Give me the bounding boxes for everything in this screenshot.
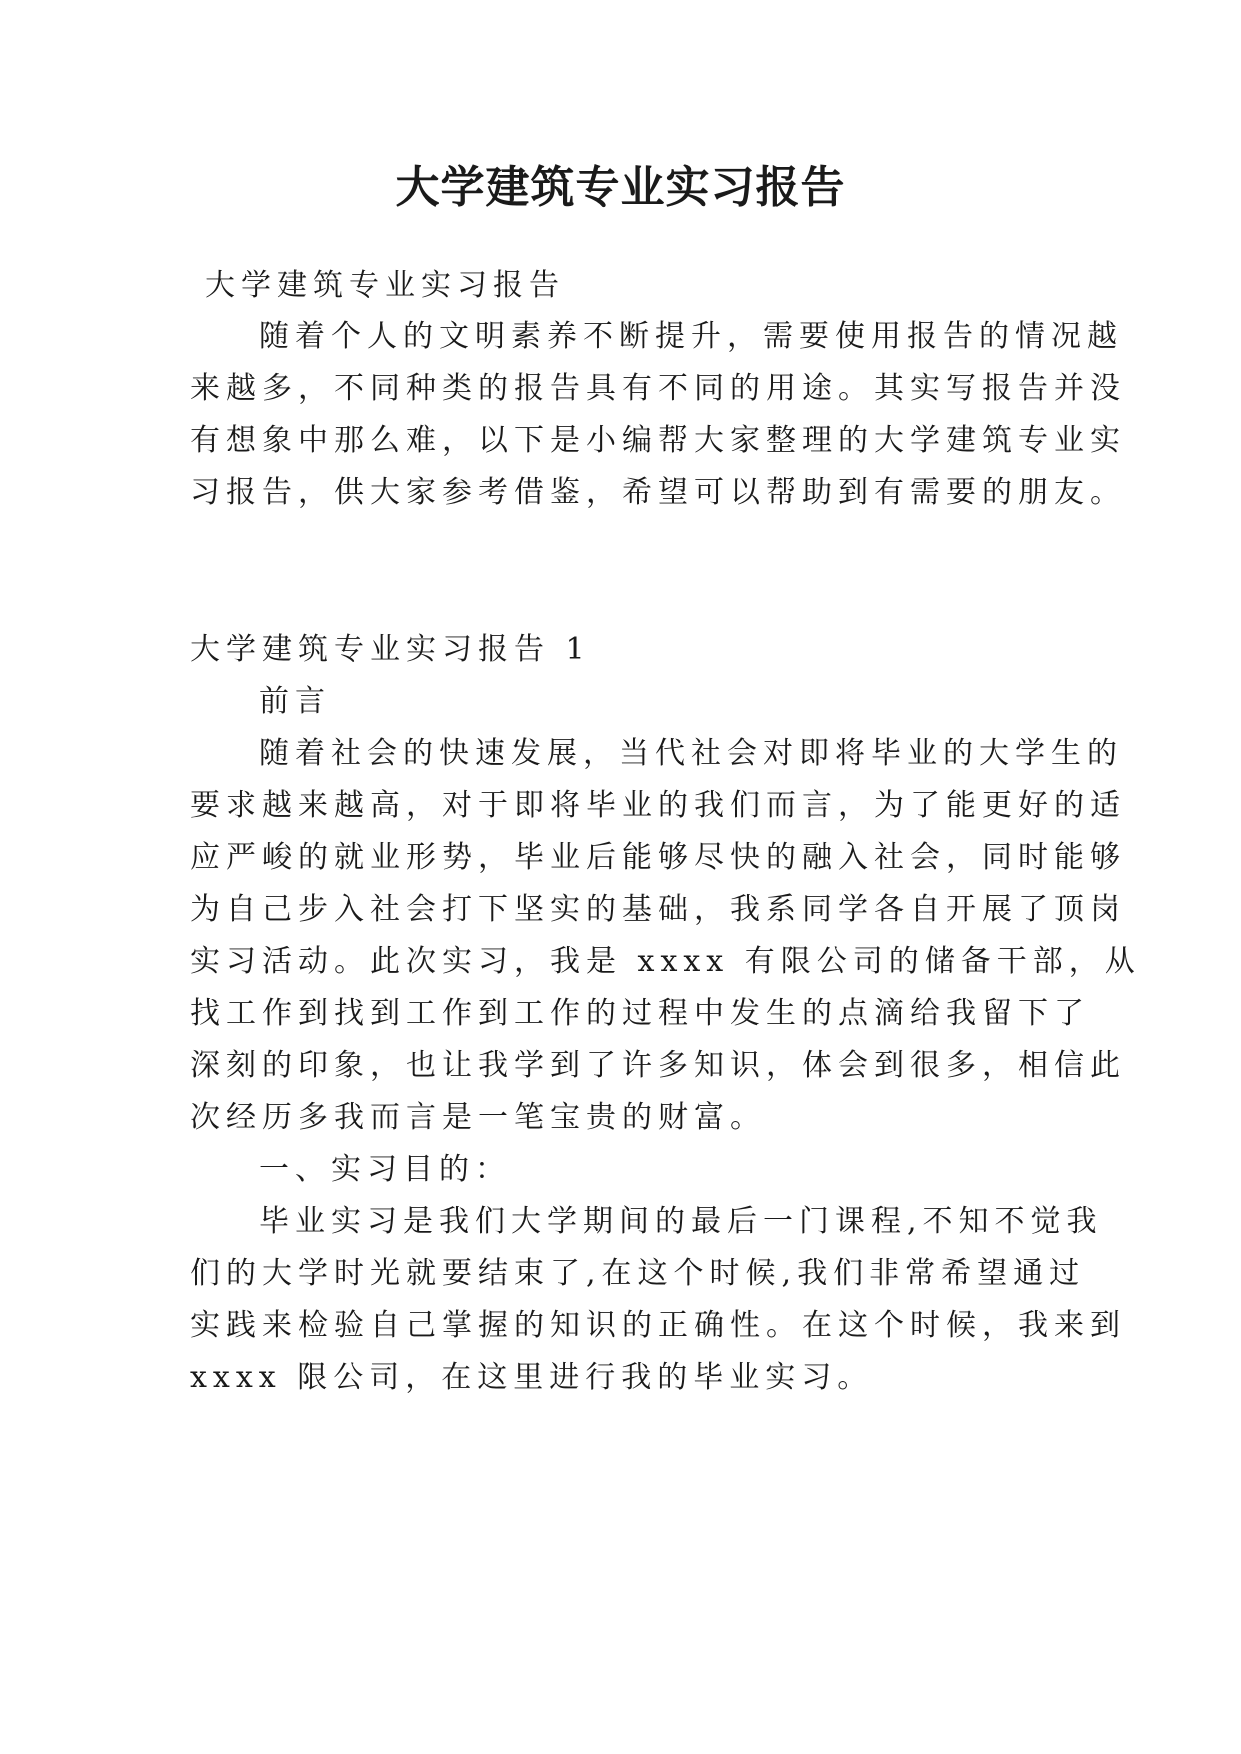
preface-line: 次经历多我而言是一笔宝贵的财富。 [190,1100,766,1135]
preface-line: 要求越来越高，对于即将毕业的我们而言，为了能更好的适 [190,788,1126,823]
intro-line: 随着个人的文明素养不断提升，需要使用报告的情况越 [259,319,1123,354]
preface-line: 实习活动。此次实习，我是 xxxx 有限公司的储备干部，从 [190,944,1141,979]
purpose-line: 毕业实习是我们大学期间的最后一门课程,不知不觉我 [259,1204,1103,1239]
preface-line: 为自己步入社会打下坚实的基础，我系同学各自开展了顶岗 [190,892,1126,927]
intro-line: 习报告，供大家参考借鉴，希望可以帮助到有需要的朋友。 [190,475,1126,510]
intro-line: 来越多，不同种类的报告具有不同的用途。其实写报告并没 [190,371,1126,406]
preface-line: 深刻的印象，也让我学到了许多知识，体会到很多，相信此 [190,1048,1126,1083]
preface-line: 随着社会的快速发展，当代社会对即将毕业的大学生的 [259,736,1123,771]
preface-line: 应严峻的就业形势，毕业后能够尽快的融入社会，同时能够 [190,840,1126,875]
purpose-line: 实践来检验自己掌握的知识的正确性。在这个时候，我来到 [190,1308,1126,1343]
purpose-heading: 一、实习目的： [259,1152,511,1187]
purpose-line: 们的大学时光就要结束了,在这个时候,我们非常希望通过 [190,1256,1086,1291]
purpose-line: xxxx 限公司，在这里进行我的毕业实习。 [190,1360,874,1395]
preface-heading: 前言 [259,684,331,719]
document-subtitle: 大学建筑专业实习报告 [205,268,565,303]
intro-line: 有想象中那么难，以下是小编帮大家整理的大学建筑专业实 [190,423,1126,458]
document-title: 大学建筑专业实习报告 [395,162,846,213]
section-heading: 大学建筑专业实习报告 1 [190,632,591,667]
preface-line: 找工作到找到工作到工作的过程中发生的点滴给我留下了 [190,996,1090,1031]
